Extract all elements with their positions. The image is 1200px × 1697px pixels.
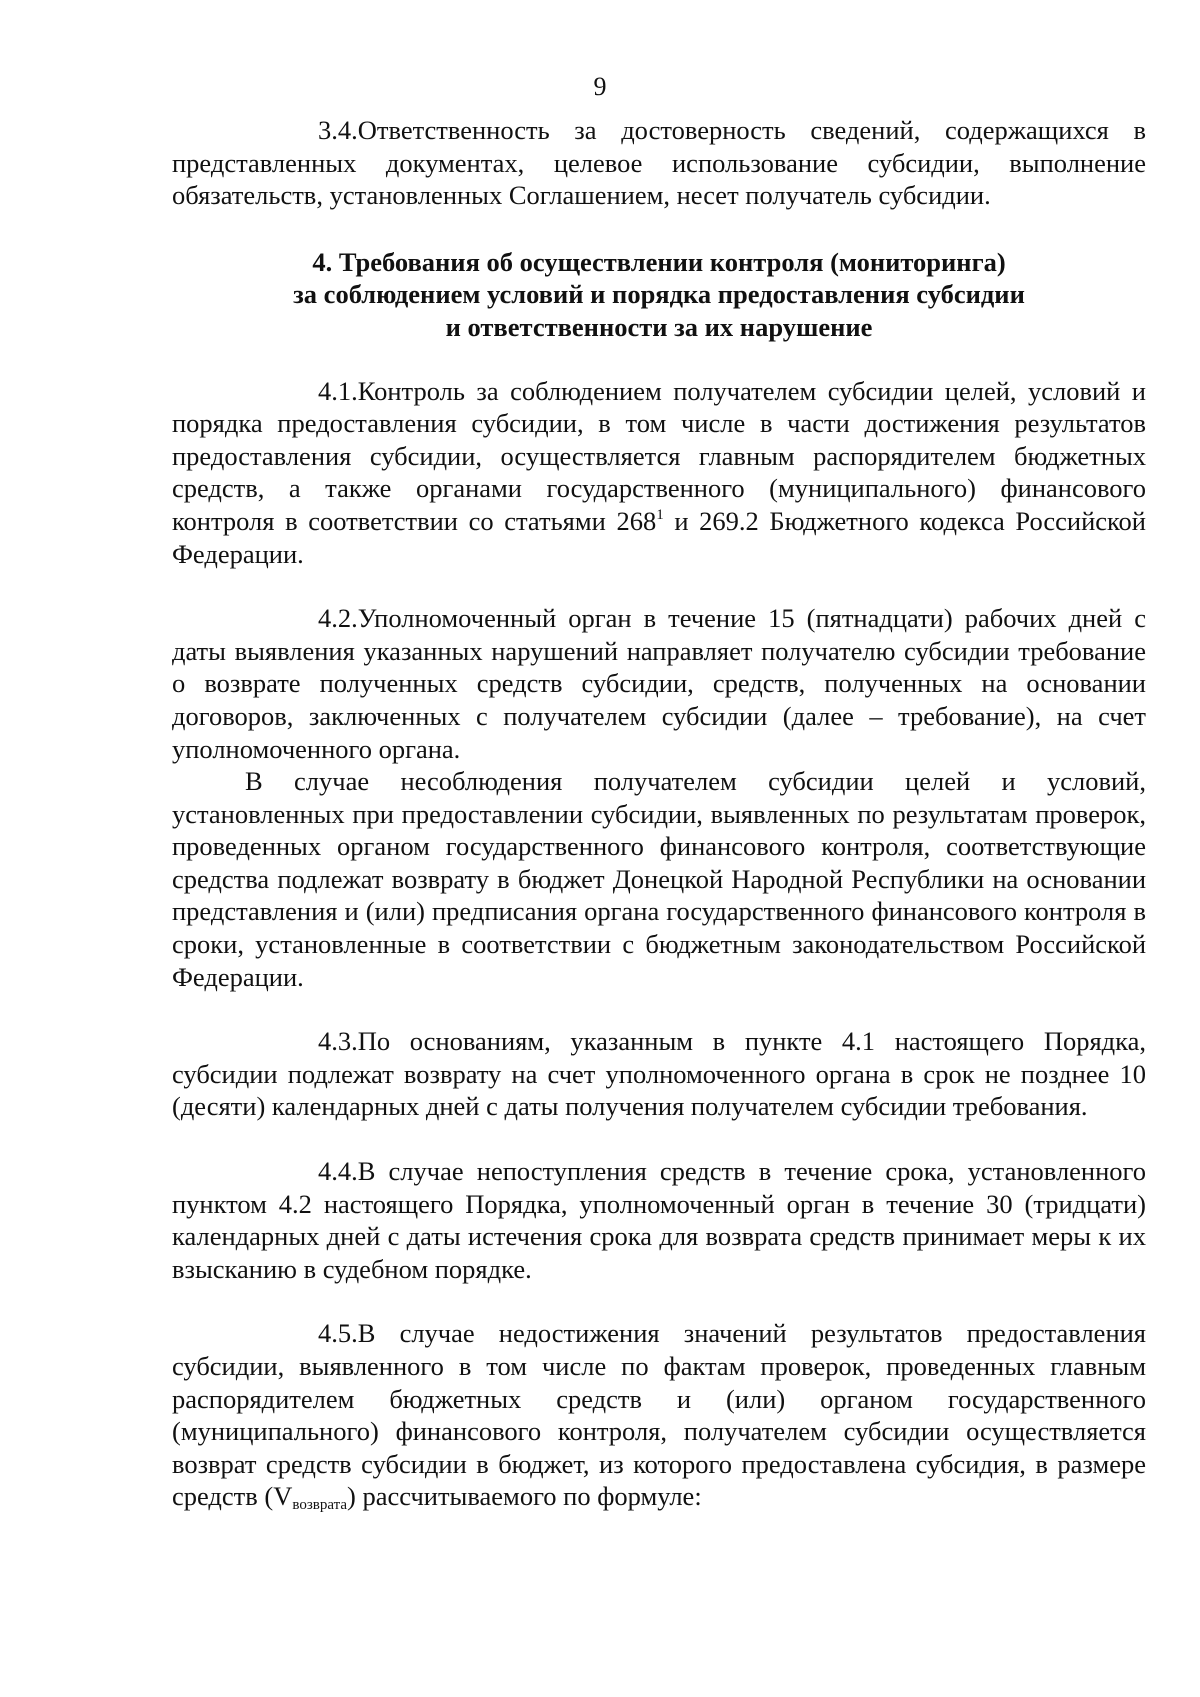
paragraph-4-3 xyxy=(172,1025,1146,1123)
paragraph-text: В случае непоступления средств в течение срока, установленного пунктом 4.2 настоящего Порядка, уполномоченный орган в течение 30 (тридцати) календарных дней с даты истечения срока для возврата средств принимает меры к их взысканию в судебном порядке. xyxy=(172,1156,1146,1284)
paragraph-3-4 xyxy=(172,114,1146,212)
paragraph-number: 4.4. xyxy=(318,1156,358,1187)
subscript-vozvrata: возврата xyxy=(292,1497,348,1514)
footnote-superscript: 1 xyxy=(656,506,664,523)
paragraph-4-2 xyxy=(172,602,1146,765)
paragraph-number: 4.5. xyxy=(318,1318,358,1349)
paragraph-4-1 xyxy=(172,375,1146,571)
page-number: 9 xyxy=(593,72,607,101)
paragraph-text: В случае недостижения значений результатов предоставления субсидии, выявленного в том числе по фактам проверок, проведенных главным распорядителем бюджетных средств и (или) органом государственного (муниципального) финансового контроля, получателем субсидии осуществляется возврат средств субсидии в бюджет, из которого предоставлена субсидия, в размере средств (V xyxy=(172,1318,1146,1512)
paragraph-text: По основаниям, указанным в пункте 4.1 настоящего Порядка, субсидии подлежат возврату на счет уполномоченного органа в срок не позднее 10 (десяти) календарных дней с даты получения получателем субсидии требования. xyxy=(172,1026,1146,1122)
paragraph-number: 3.4. xyxy=(318,115,358,145)
paragraph-number: 4.2. xyxy=(318,603,358,634)
paragraph-text: и 269.2 Бюджетного кодекса Российской Федерации. xyxy=(172,505,1146,569)
paragraph-4-5 xyxy=(172,1317,1146,1513)
paragraph-4-4 xyxy=(172,1155,1146,1285)
section-title-line: 4. Требования об осуществлении контроля (мониторинга) xyxy=(312,246,1006,277)
section-title-line: за соблюдением условий и порядка предоставления субсидии xyxy=(293,279,1025,310)
paragraph-4-2-continued xyxy=(172,765,1146,993)
paragraph-text: Уполномоченный орган в течение 15 (пятнадцати) рабочих дней с даты выявления указанных нарушений направляет получателю субсидии требование о возврате полученных средств субсидии, средств, полученных на основании договоров, заключенных с получателем субсидии (далее – требование), на счет уполномоченного органа. xyxy=(172,603,1146,764)
paragraph-text: Ответственность за достоверность сведений, содержащихся в представленных документах, целевое использование субсидии, выполнение обязательств, установленных Соглашением, несет получатель субсидии. xyxy=(172,115,1146,211)
paragraph-number: 4.3. xyxy=(318,1026,358,1057)
paragraph-text: ) рассчитываемого по формуле: xyxy=(347,1481,702,1512)
paragraph-number: 4.1. xyxy=(318,375,358,406)
section-4-heading xyxy=(172,246,1146,344)
section-title-line: и ответственности за их нарушение xyxy=(445,311,873,342)
paragraph-text: В случае несоблюдения получателем субсидии целей и условий, установленных при предоставлении субсидии, выявленных по результатам проверок, проведенных органом государственного финансового контроля, соответствующие средства подлежат возврату в бюджет Донецкой Народной Республики на основании представления и (или) предписания органа государственного финансового контроля в сроки, установленные в соответствии с бюджетным законодательством Российской Федерации. xyxy=(172,766,1146,992)
document-body xyxy=(172,114,1146,1513)
paragraph-text: Контроль за соблюдением получателем субсидии целей, условий и порядка предоставления субсидии, в том числе в части достижения результатов предоставления субсидии, осуществляется главным распорядителем бюджетных средств, а также органами государственного (муниципального) финансового контроля в соответствии со статьями 268 xyxy=(172,375,1146,536)
